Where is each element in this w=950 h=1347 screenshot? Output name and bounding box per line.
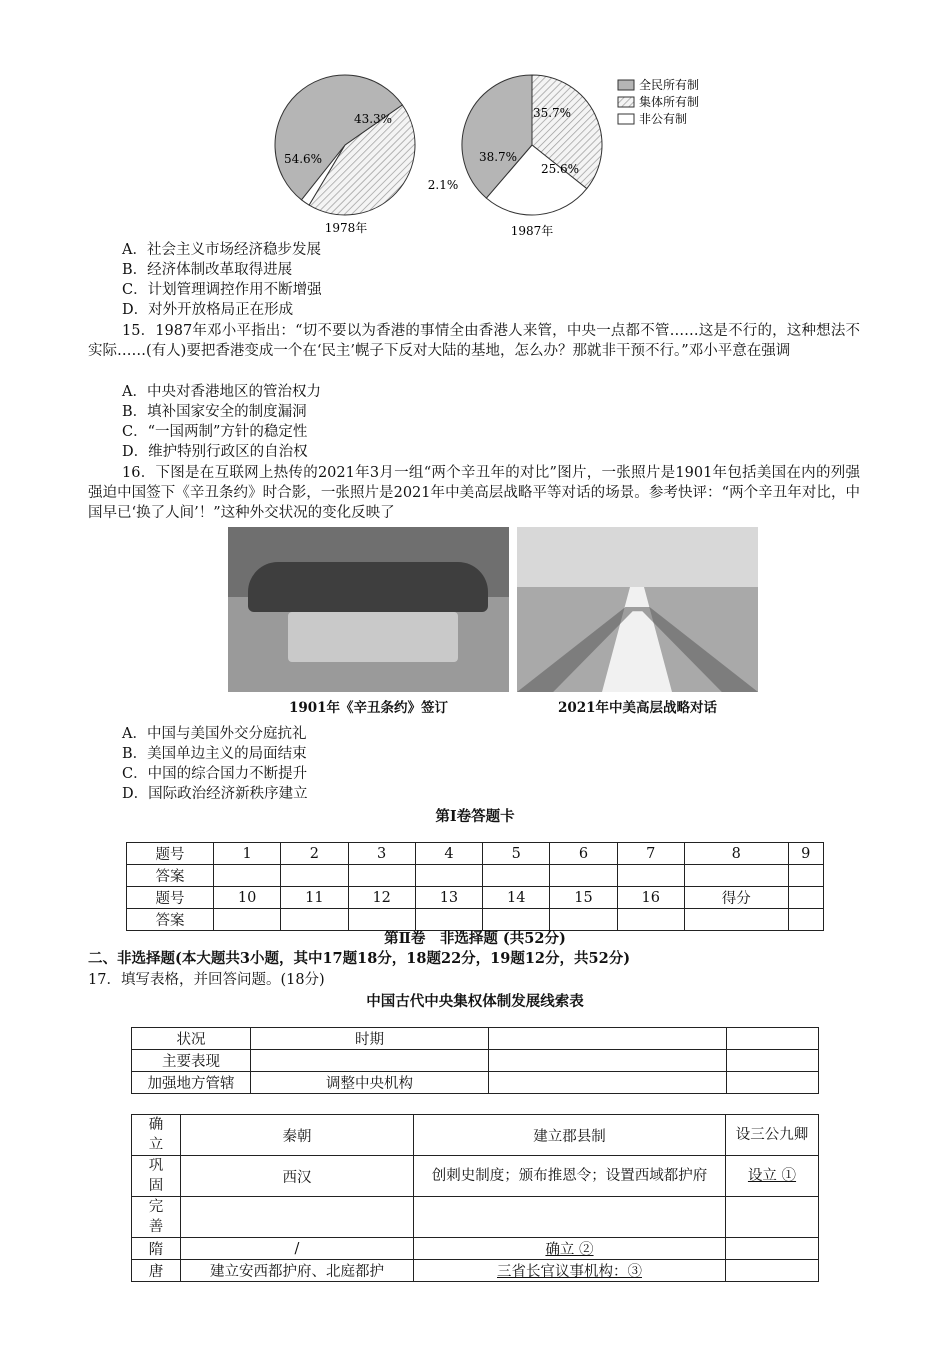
- table-title: 中国古代中央集权体制发展线索表: [366, 993, 584, 1010]
- header-table: [131, 1027, 819, 1094]
- ans-5[interactable]: [483, 865, 550, 887]
- ans-13[interactable]: [415, 909, 482, 931]
- legend-swatch-0: [618, 80, 634, 90]
- q15-option-a: A．中央对香港地区的管治权力: [122, 384, 321, 400]
- main-table: [131, 1114, 819, 1282]
- h-r1c3: [489, 1028, 727, 1050]
- h-r1c4: [727, 1028, 819, 1050]
- h-r2c3: [489, 1050, 727, 1072]
- h-r3c1: 加强地方管辖: [132, 1072, 251, 1094]
- legend-label-0: 全民所有制: [639, 78, 700, 92]
- part2-section: 二、非选择题(本大题共3小题，其中17题18分，18题22分，19题12分，共52分): [88, 950, 631, 967]
- period-1: 秦朝: [181, 1115, 414, 1156]
- legend-swatch-2: [618, 114, 634, 124]
- central-3[interactable]: [726, 1197, 819, 1238]
- ans-10[interactable]: [214, 909, 281, 931]
- ans-16[interactable]: [617, 909, 684, 931]
- local-5[interactable]: 三省长官议事机构：③: [414, 1260, 726, 1282]
- num-16: 16: [617, 887, 684, 909]
- photo-1901-treaty: [228, 527, 509, 692]
- h-r3c3: [489, 1072, 727, 1094]
- ans-12[interactable]: [348, 909, 415, 931]
- ans-14[interactable]: [483, 909, 550, 931]
- num-8: 8: [684, 843, 788, 865]
- h-r3c2: 调整中央机构: [251, 1072, 489, 1094]
- stage-5: 唐: [132, 1260, 181, 1282]
- pie-legend: [618, 77, 699, 126]
- ans-blank-b: [788, 909, 823, 931]
- num-12: 12: [348, 887, 415, 909]
- num-7: 7: [617, 843, 684, 865]
- stage-2: 巩固: [132, 1156, 181, 1197]
- q15-option-d: D．维护特别行政区的自治权: [122, 444, 308, 460]
- h-r2c4: [727, 1050, 819, 1072]
- num-11: 11: [281, 887, 348, 909]
- central-2[interactable]: 设立 ①: [726, 1156, 819, 1197]
- ans-1[interactable]: [214, 865, 281, 887]
- h-r2c1: 主要表现: [132, 1050, 251, 1072]
- pie-1978-label-2: 2.1%: [427, 178, 459, 192]
- q14-option-c: C．计划管理调控作用不断增强: [122, 282, 322, 298]
- pie-1987-label-1: 35.7%: [532, 106, 572, 120]
- score-label: 得分: [684, 887, 788, 909]
- photo-2021-caption: 2021年中美高层战略对话: [557, 700, 718, 716]
- ans-9[interactable]: [788, 865, 823, 887]
- label-ans-2: 答案: [127, 909, 214, 931]
- num-13: 13: [415, 887, 482, 909]
- ans-7[interactable]: [617, 865, 684, 887]
- pie-1987: [462, 75, 602, 215]
- q14-option-d: D．对外开放格局正在形成: [122, 302, 294, 318]
- pie-1978-title: 1978年: [324, 221, 368, 235]
- ans-2[interactable]: [281, 865, 348, 887]
- stage-4: 隋: [132, 1238, 181, 1260]
- q16-option-d: D．国际政治经济新秩序建立: [122, 786, 308, 802]
- pie-1978: [275, 75, 458, 215]
- score-cell[interactable]: [788, 887, 823, 909]
- photo-2021-dialogue: [517, 527, 758, 692]
- answer-card-table: [126, 842, 824, 931]
- ans-4[interactable]: [415, 865, 482, 887]
- q16-photos: [228, 527, 766, 721]
- num-5: 5: [483, 843, 550, 865]
- answer-card-title: 第Ⅰ卷答题卡: [435, 808, 515, 825]
- local-4[interactable]: 确立 ②: [414, 1238, 726, 1260]
- h-r3c4: [727, 1072, 819, 1094]
- label-ans: 答案: [127, 865, 214, 887]
- pie-1978-label-0: 54.6%: [283, 152, 323, 166]
- num-2: 2: [281, 843, 348, 865]
- h-r1c1: 状况: [132, 1028, 251, 1050]
- q14-option-b: B．经济体制改革取得进展: [122, 262, 293, 278]
- q16-option-c: C．中国的综合国力不断提升: [122, 766, 308, 782]
- stage-3: 完善: [132, 1197, 181, 1238]
- period-2: 西汉: [181, 1156, 414, 1197]
- period-3[interactable]: [181, 1197, 414, 1238]
- label-num: 题号: [127, 843, 214, 865]
- pie-1987-label-2: 25.6%: [540, 162, 580, 176]
- num-3: 3: [348, 843, 415, 865]
- ans-blank-a: [684, 909, 788, 931]
- ans-15[interactable]: [550, 909, 617, 931]
- central-5: [726, 1260, 819, 1282]
- num-15: 15: [550, 887, 617, 909]
- local-2: 创刺史制度；颁布推恩令；设置西域都护府: [414, 1156, 726, 1197]
- q17-title: 17．填写表格，并回答问题。(18分): [88, 972, 325, 988]
- num-1: 1: [214, 843, 281, 865]
- pie-1978-label-1: 43.3%: [353, 112, 393, 126]
- pie-chart-figure: [260, 72, 740, 242]
- pie-1987-title: 1987年: [510, 224, 554, 238]
- ans-3[interactable]: [348, 865, 415, 887]
- ans-8[interactable]: [684, 865, 788, 887]
- q16-stem: 16．下图是在互联网上热传的2021年3月一组“两个辛丑年的对比”图片，一张照片是1901年包括美国在内的列强强迫中国签下《辛丑条约》时合影，一张照片是2021年中美高层战略平等对话的场景。参考快评：“两个辛丑年对比，中国早已‘换了人间’！”这种外交状况的变化反映了: [88, 465, 860, 521]
- pie-1987-label-0: 38.7%: [478, 150, 518, 164]
- photo-1901-caption: 1901年《辛丑条约》签订: [288, 700, 449, 716]
- label-num-2: 题号: [127, 887, 214, 909]
- h-r2c2: [251, 1050, 489, 1072]
- ans-11[interactable]: [281, 909, 348, 931]
- num-14: 14: [483, 887, 550, 909]
- part2-title: 第Ⅱ卷 非选择题 (共52分): [384, 930, 566, 947]
- local-3[interactable]: [414, 1197, 726, 1238]
- q16-option-b: B．美国单边主义的局面结束: [122, 746, 307, 762]
- stage-1: 确立: [132, 1115, 181, 1156]
- num-6: 6: [550, 843, 617, 865]
- q16-option-a: A．中国与美国外交分庭抗礼: [122, 726, 307, 742]
- ans-6[interactable]: [550, 865, 617, 887]
- central-4: [726, 1238, 819, 1260]
- q14-option-a: A．社会主义市场经济稳步发展: [122, 242, 321, 258]
- num-9: 9: [788, 843, 823, 865]
- q15-option-b: B．填补国家安全的制度漏洞: [122, 404, 307, 420]
- period-4: /: [181, 1238, 414, 1260]
- legend-label-1: 集体所有制: [639, 95, 700, 109]
- legend-label-2: 非公有制: [639, 112, 688, 126]
- num-4: 4: [415, 843, 482, 865]
- local-1: 建立郡县制: [414, 1115, 726, 1156]
- q15-stem: 15．1987年邓小平指出：“切不要以为香港的事情全由香港人来管，中央一点都不管……这是不行的，这种想法不实际……(有人)要把香港变成一个在‘民主’幌子下反对大陆的基地，怎么办？那就非干预不行。”邓小平意在强调: [88, 323, 860, 359]
- period-5: 建立安西都护府、北庭都护: [181, 1260, 414, 1282]
- legend-swatch-1: [618, 97, 634, 107]
- h-r1c2: 时期: [251, 1028, 489, 1050]
- q15-option-c: C．“一国两制”方针的稳定性: [122, 424, 308, 440]
- central-1: 设三公九卿: [726, 1115, 819, 1156]
- num-10: 10: [214, 887, 281, 909]
